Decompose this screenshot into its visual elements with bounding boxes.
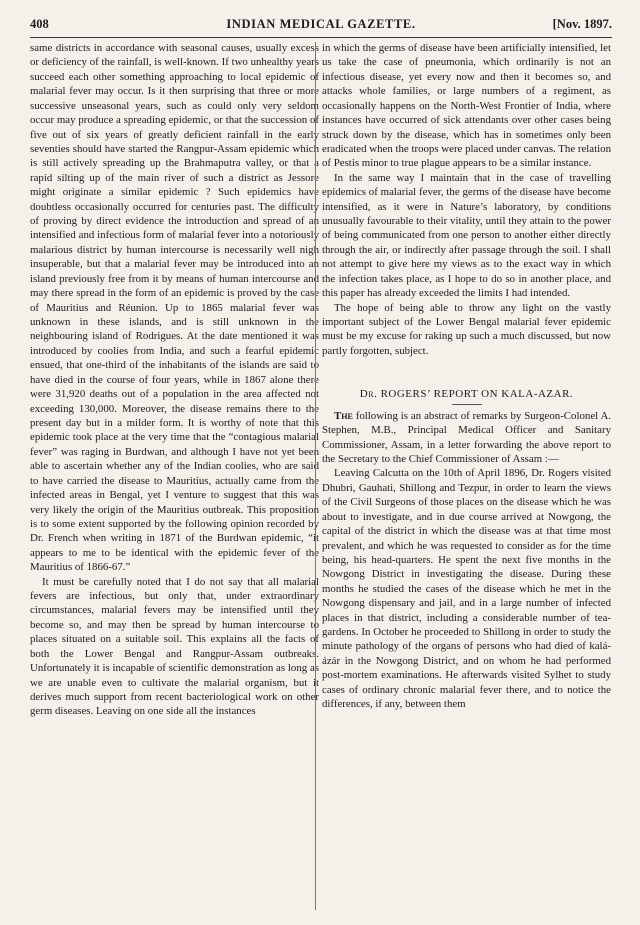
heading-rule xyxy=(452,404,482,405)
right-paragraph-4-text: following is an abstract of remarks by Surgeon-Colonel A. Stephen, M.B., Principal Medical Officer and Sanitary Commissioner, Assam, in a letter forwarding the above report to the Secretary to the Chief Commissioner of Assam :— xyxy=(322,409,611,465)
left-paragraph-2: It must be carefully noted that I do not say that all malarial fevers are infectious, but only that, under extraordinary circumstances, malarial fevers may be intensified until they become so, and may then be spread by human intercourse to places situated on a suitable soil. This explains all the facts of both the Lower Bengal and Rangpur-Assam outbreaks. Unfortunately it is incapable of scientific demonstration as long as we are unable even to cultivate the malarial organism, but it derives much support from recent bacteriological work on other germ diseases. Leaving on one side all the instances xyxy=(30,575,319,718)
right-paragraph-1: in which the germs of disease have been artificially intensified, let us take the case of pneumonia, which ordinarily is not an infectious disease, yet every now and then it becomes so, and attacks whole families, or large numbers of a regiment, as occasionally happens on the North-West Frontier of India, where instances have occurred of sick attendants over other cases being struck down by the disease, which has in sometimes only been eradicated when the troops were placed under canvas. The relation of Pestis minor to true plague appears to be a similar instance. xyxy=(322,42,611,170)
header-rule xyxy=(30,37,612,38)
right-paragraph-2: In the same way I maintain that in the case of travelling epidemics of malarial fever, the germs of the disease have become intensified, as it were in Nature’s laboratory, by conditions unusually favourable to their vitality, until they attain to the power of being communicated from one person to another either directly through the air, or indirectly after passage through the soil. I shall not attempt to give here my views as to the exact way in which the infection takes place, as I hope to do so in another place, and this paper has already exceeded the limits I had intended. xyxy=(322,171,611,300)
right-paragraph-4 xyxy=(322,409,611,467)
journal-title: INDIAN MEDICAL GAZETTE. xyxy=(226,17,416,31)
left-column xyxy=(30,41,319,719)
column-divider xyxy=(315,42,316,910)
right-paragraph-3: The hope of being able to throw any light on the vastly important subject of the Lower Bengal malarial fever epidemic must be my excuse for raking up such a much discussed, but now partly forgotten, subject. xyxy=(322,301,611,357)
page-header xyxy=(30,17,612,35)
paragraph-lead-word: The xyxy=(334,409,353,422)
right-column xyxy=(322,41,611,712)
section-heading xyxy=(322,387,611,404)
right-paragraph-5: Leaving Calcutta on the 10th of April 1896, Dr. Rogers visited Dhubri, Gauhati, Shillong and Tezpur, in order to learn the views of the Civil Surgeons of those places on the disease which he was about to investigate, and in due course arrived at Nowgong, the capital of the district in which the disease was at that time most prevalent, and which he was requested to consider as for the time being, his head-quarters. He spent the next five months in the Nowgong District in investigating the disease. During these months he studied the cases of the disease which he met in the Nowgong dispensary and jail, and in a large number of infected places in that district, including a considerable number of tea-gardens. In October he proceeded to Shillong in order to study the minute pathology of the organs of persons who had died of kalá-ázár in the Nowgong District, and on whom he had performed post-mortem examinations. He afterwards visited Sylhet to study cases of ordinary chronic malarial fever there, and to notice the differences, if any, between them xyxy=(322,467,611,711)
page-number: 408 xyxy=(30,17,49,31)
left-paragraph-1: same districts in accordance with seasonal causes, usually excess or deficiency of the rainfall, is well-known. If two unhealthy years succeed each other something approaching to local epidemic of malarial fever may occur. Is it then surprising that three or more successive unseasonal years, such as could only very seldom occur may produce a spreading epidemic, or that the succession of five out of six years of greatly deficient rainfall in the early seventies should have started the Rangpur-Assam epidemic which is still actively spreading up the Brahmaputra valley, or that a rapid silting up of the main river of such a district as Jessore might originate a similar epidemic ? Such epidemics have doubtless occasionally occurred for centuries past. The difficulty of proving by direct evidence the introduction and spread of an intensified and infectious form of malarial fever into a notoriously malarious district by human intercourse is necessarily well nigh insuperable, but that a malarial fever may be introduced into an island previously free from it by means of human intercourse and may there spread in the form of an epidemic is proved by the case of Mauritius and Réunion. Up to 1865 malarial fever was unknown in these islands, and is still unknown in the neighbouring island of Rodrigues. At the date mentioned it was introduced by coolies from India, and such a fearful epidemic ensued, that one-third of the inhabitants of the islands are said to have died in the course of four years, while in 1867 alone there were 31,920 deaths out of a population in the area affected not exceeding 130,000. Moreover, the disease remains there to the present day but in a milder form. It is worthy of note that this epidemic took place at the very time that the “contagious malarial fever” was raging in Burdwan, and although I have not yet been able to ascertain whether any of the Indian coolies, who are said to have carried the disease to Mauritius, actually came from the infected areas in Bengal, yet I venture to suggest that this was very likely the origin of the Mauritius outbreak. This proposition is to some extent supported by the following opinion recorded by Dr. French when writing in 1871 of the Burdwan epidemic, “it appears to me to be identical with the epidemic fever of the Mauritius of 1866-67.” xyxy=(30,42,319,574)
section-heading-text: Dr. ROGERS’ REPORT ON KALA-AZAR. xyxy=(359,388,574,401)
issue-date: [Nov. 1897. xyxy=(552,17,612,31)
